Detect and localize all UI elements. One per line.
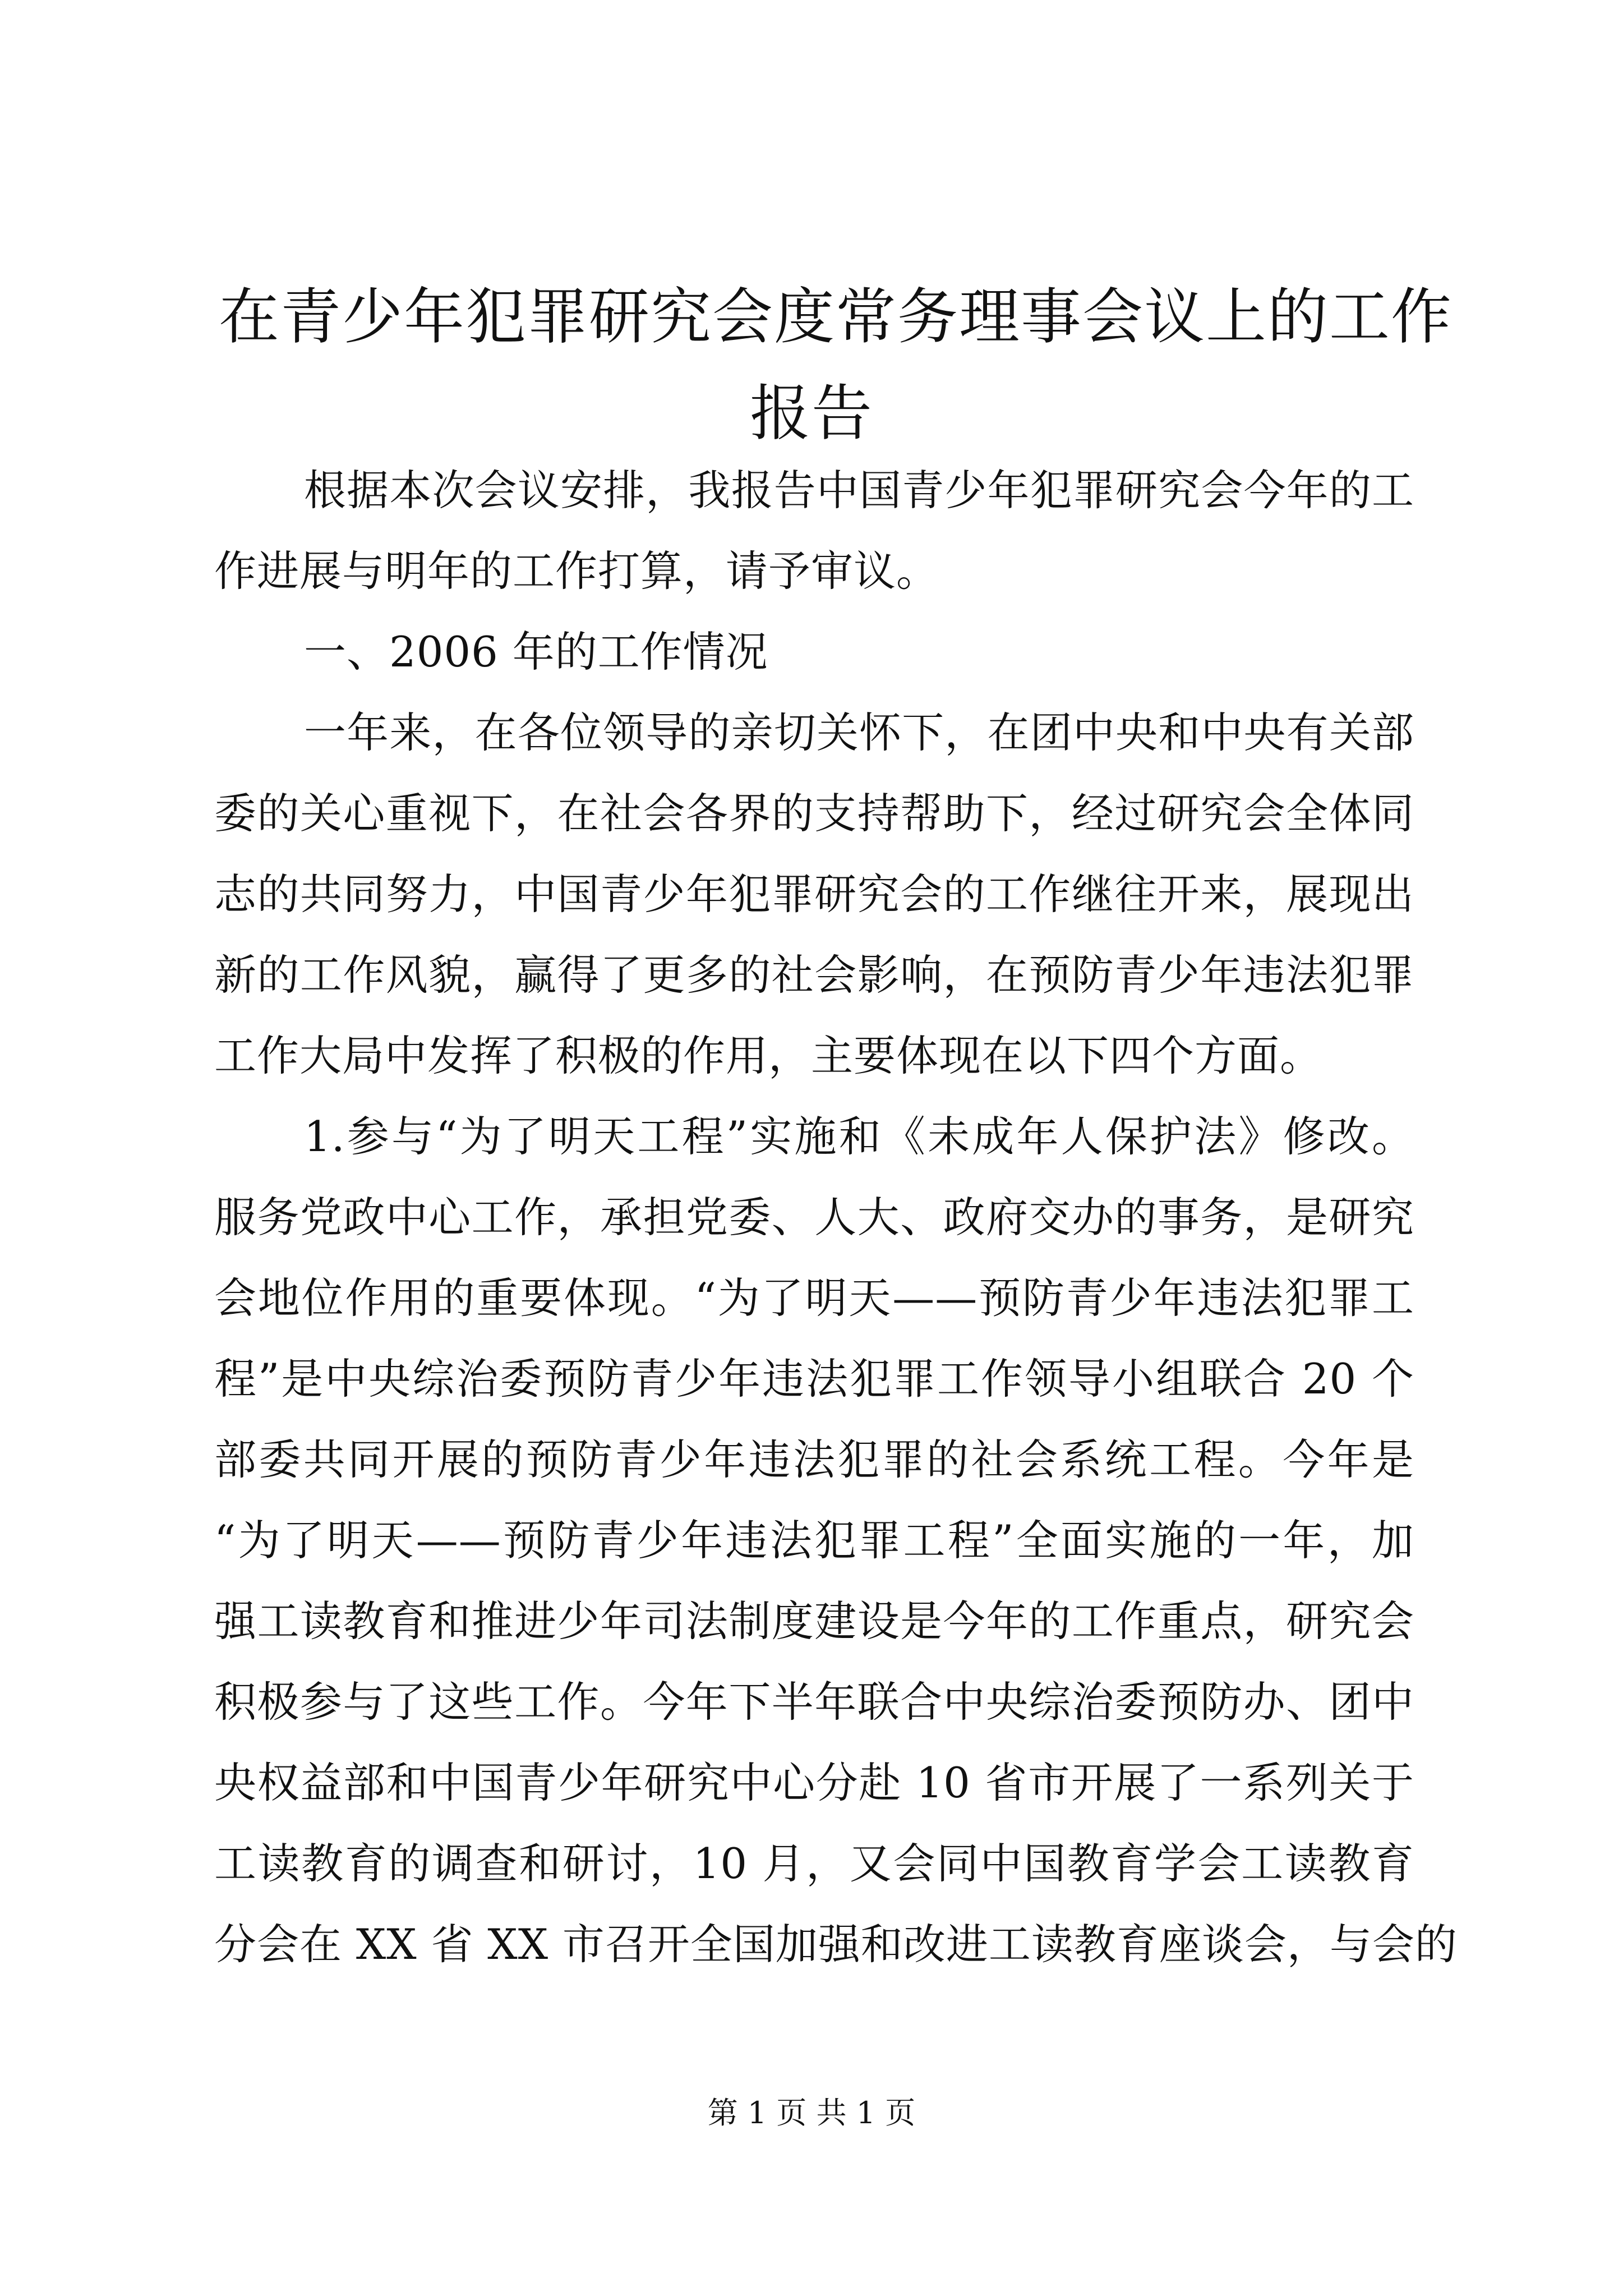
- body-line: 会地位作用的重要体现。“为了明天——预防青少年违法犯罪工: [214, 1273, 1414, 1323]
- document-body: [214, 450, 1458, 1985]
- body-line: 部委共同开展的预防青少年违法犯罪的社会系统工程。今年是: [214, 1435, 1414, 1484]
- page-footer: 第 1 页 共 1 页: [707, 2095, 916, 2131]
- body-line: 程”是中央综治委预防青少年违法犯罪工作领导小组联合 20 个: [214, 1354, 1414, 1404]
- body-line: 1.参与“为了明天工程”实施和《未成年人保护法》修改。: [304, 1112, 1414, 1161]
- body-line: 工读教育的调查和研讨，10 月，又会同中国教育学会工读教育: [214, 1839, 1414, 1888]
- body-line: 服务党政中心工作，承担党委、人大、政府交办的事务，是研究: [214, 1193, 1414, 1242]
- body-line: 作进展与明年的工作打算，请予审议。: [214, 546, 939, 596]
- body-line: 一年来，在各位领导的亲切关怀下，在团中央和中央有关部: [304, 708, 1414, 757]
- body-line: 根据本次会议安排，我报告中国青少年犯罪研究会今年的工: [304, 466, 1414, 515]
- body-line: 志的共同努力，中国青少年犯罪研究会的工作继往开来，展现出: [214, 869, 1414, 919]
- title-line-1: 在青少年犯罪研究会度常务理事会议上的工作: [219, 282, 1453, 352]
- body-line: 分会在 XX 省 XX 市召开全国加强和改进工读教育座谈会，与会的: [214, 1920, 1458, 1969]
- body-line: 委的关心重视下，在社会各界的支持帮助下，经过研究会全体同: [214, 789, 1414, 838]
- title-line-2: 报告: [749, 379, 873, 449]
- section-heading: 一、2006 年的工作情况: [304, 627, 768, 677]
- document-title: [219, 269, 1453, 462]
- body-line: 新的工作风貌，赢得了更多的社会影响，在预防青少年违法犯罪: [214, 950, 1414, 1000]
- body-line: “为了明天——预防青少年违法犯罪工程”全面实施的一年，加: [214, 1516, 1414, 1565]
- body-line: 积极参与了这些工作。今年下半年联合中央综治委预防办、团中: [214, 1677, 1414, 1727]
- body-line: 央权益部和中国青少年研究中心分赴 10 省市开展了一系列关于: [214, 1758, 1414, 1807]
- body-line: 强工读教育和推进少年司法制度建设是今年的工作重点，研究会: [214, 1596, 1414, 1646]
- body-line: 工作大局中发挥了积极的作用，主要体现在以下四个方面。: [214, 1031, 1323, 1080]
